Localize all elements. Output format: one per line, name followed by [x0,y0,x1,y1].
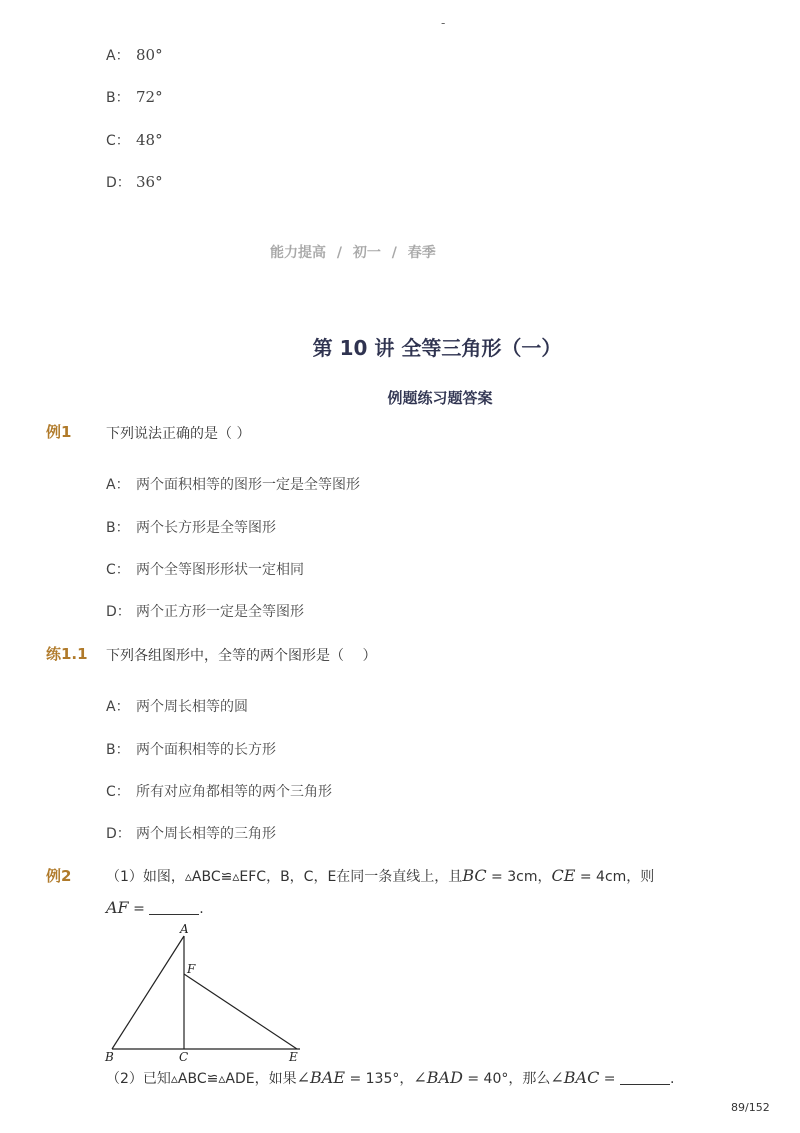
option-text: 两个周长相等的三角形 [136,826,276,842]
page-number: 89/152 [731,1101,770,1114]
option-letter: C： [106,133,130,149]
label-e: E [289,1050,298,1064]
practice-1-1-question: 下列各组图形中，全等的两个图形是（ ） [106,648,377,664]
option-letter: B： [106,90,130,106]
angle-bad: ∠BAD [413,1068,463,1087]
option-letter: A： [106,477,130,493]
example-1-option-b[interactable] [106,517,276,537]
example-1-option-a[interactable] [106,474,360,494]
option-letter: A： [106,48,130,64]
prev-option-a[interactable] [106,45,163,65]
top-mark: - [441,16,446,30]
part-2-eq3: = [599,1071,620,1087]
option-text: 两个正方形一定是全等图形 [136,604,304,620]
example-1-option-d[interactable] [106,601,304,621]
breadcrumb [270,242,436,262]
practice-1-1-option-b[interactable] [106,739,276,759]
option-letter: D： [106,175,131,191]
practice-1-1-tag: 练1.1 [46,645,88,663]
option-text: 两个全等图形形状一定相同 [136,562,304,578]
breadcrumb-level: 能力提高 [270,245,326,261]
practice-1-1-option-a[interactable] [106,696,248,716]
breadcrumb-separator: / [391,245,397,261]
option-letter: D： [106,826,131,842]
option-value: 80° [136,46,163,64]
option-value: 36° [136,173,163,191]
angle-bac: ∠BAC [550,1068,600,1087]
practice-1-1-option-d[interactable] [106,823,276,843]
option-letter: C： [106,784,130,800]
option-letter: B： [106,520,130,536]
example-1-tag: 例1 [46,423,72,441]
prev-option-d[interactable] [106,172,163,192]
part-2-prefix: （2）已知▵ABC≌▵ADE，如果 [106,1071,297,1087]
label-a: A [180,922,189,936]
example-2-tag: 例2 [46,867,72,885]
option-text: 两个面积相等的长方形 [136,742,276,758]
page-title: 第 10 讲 全等三角形（一） [312,336,562,360]
option-value: 72° [136,88,163,106]
answer-blank-af[interactable] [149,900,199,915]
triangle-figure [100,920,320,1065]
angle-bae: ∠BAE [296,1068,346,1087]
segment-af: AF [106,898,129,917]
option-letter: C： [106,562,130,578]
option-text: 两个周长相等的圆 [136,699,248,715]
option-letter: D： [106,604,131,620]
example-2-part-1-line-2 [106,898,204,917]
option-text: 所有对应角都相等的两个三角形 [136,784,332,800]
example-1-option-c[interactable] [106,559,304,579]
option-letter: A： [106,699,130,715]
answer-blank-bac[interactable] [620,1070,670,1085]
label-b: B [105,1050,114,1064]
part-2-eq2: = 40°，那么 [462,1071,551,1087]
example-1-question: 下列说法正确的是（ ） [106,426,251,442]
part-1-eq2: = 4cm，则 [575,869,655,885]
part-1-prefix: （1）如图，▵ABC≌▵EFC，B，C，E在同一条直线上，且 [106,869,463,885]
part-2-end: . [669,1071,675,1087]
breadcrumb-separator: / [336,245,342,261]
line-fe [184,974,297,1049]
breadcrumb-grade: 初一 [352,245,381,261]
prev-option-c[interactable] [106,130,163,150]
prev-option-b[interactable] [106,87,163,107]
example-2-part-2 [106,1068,674,1088]
part-1-eq1: = 3cm， [486,869,552,885]
part-1-end: . [199,901,204,917]
option-text: 两个长方形是全等图形 [136,520,276,536]
option-letter: B： [106,742,130,758]
part-2-eq1: = 135°， [345,1071,414,1087]
segment-ce: CE [551,866,576,885]
option-value: 48° [136,131,163,149]
practice-1-1-option-c[interactable] [106,781,332,801]
example-2-part-1-line-1 [106,866,654,886]
breadcrumb-term: 春季 [407,245,436,261]
label-c: C [179,1050,189,1064]
option-text: 两个面积相等的图形一定是全等图形 [136,477,360,493]
segment-bc: BC [462,866,487,885]
line-ab [112,936,184,1049]
page-subtitle: 例题练习题答案 [387,389,493,407]
part-1-eq3: = [128,901,150,917]
label-f: F [187,962,196,976]
